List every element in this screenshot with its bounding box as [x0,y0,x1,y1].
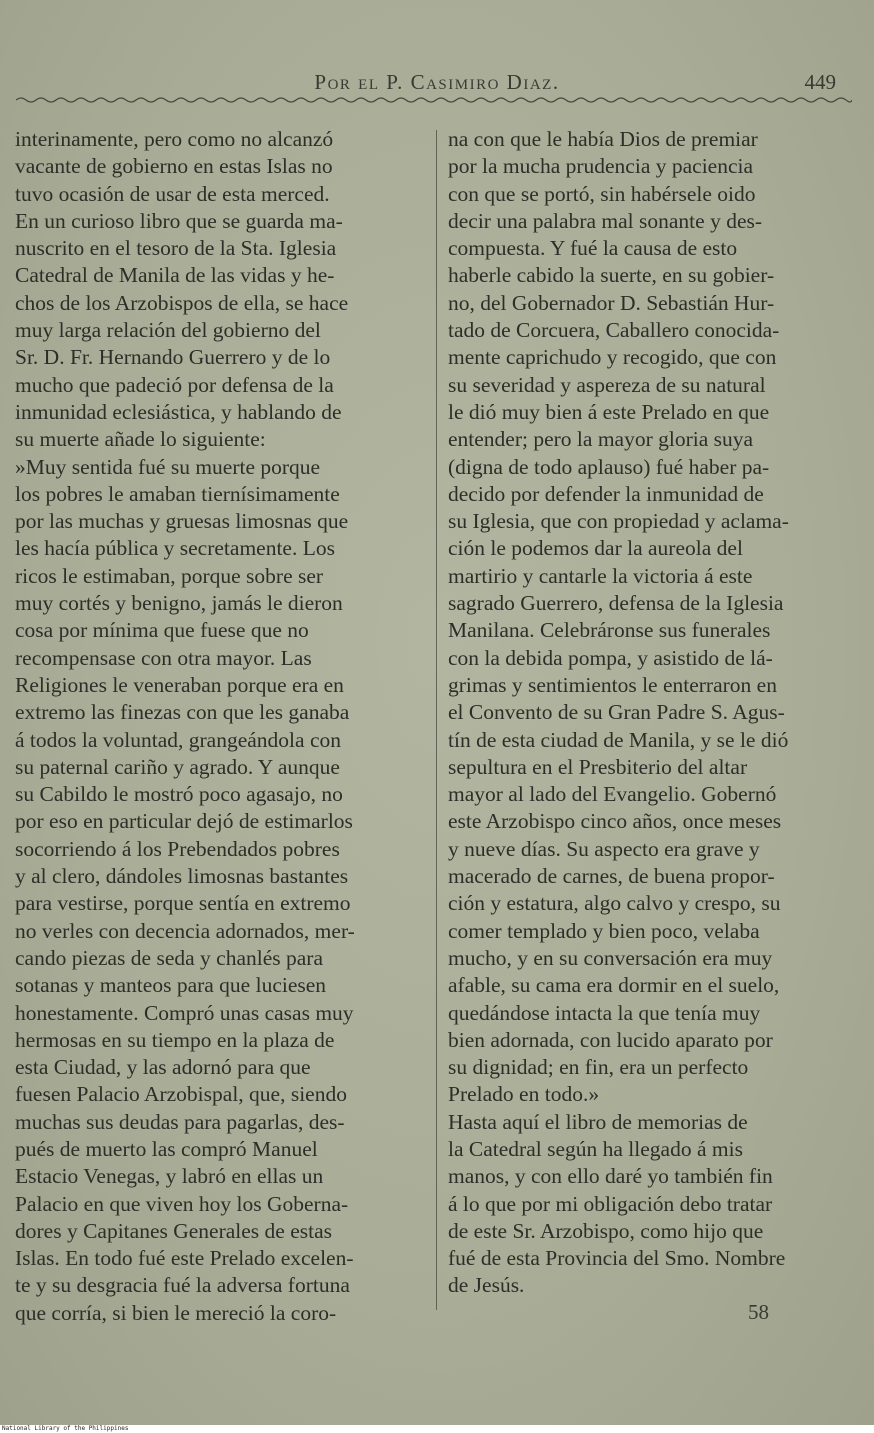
column-divider [436,130,437,1310]
text-line: »Muy sentida fué su muerte porque [15,454,321,479]
text-line: su muerte añade lo siguiente: [15,427,266,452]
text-line: grimas y sentimientos le enterraron en [448,672,777,697]
text-line: mucho, y en su conversación era muy [448,945,773,970]
text-line: mente caprichudo y recogido, que con [448,345,777,370]
text-line: los pobres le amaban tiernísimamente [15,481,340,506]
text-line: el Convento de su Gran Padre S. Agus- [448,700,785,725]
text-line: extremo las finezas con que les ganaba [15,700,350,725]
text-line: Catedral de Manila de las vidas y he- [15,263,335,288]
text-line: (digna de todo aplauso) fué haber pa- [448,454,770,479]
text-line: dores y Capitanes Generales de estas [15,1218,333,1243]
text-line: te y su desgracia fué la adversa fortuna [15,1273,350,1298]
footer [0,1425,874,1433]
text-line: macerado de carnes, de buena propor- [448,864,775,889]
text-line: En un curioso libro que se guarda ma- [15,208,343,233]
text-line: chos de los Arzobispos de ella, se hace [15,290,349,315]
text-line: Manilana. Celebráronse sus funerales [448,618,771,643]
text-line: ción y estatura, algo calvo y crespo, su [448,891,781,916]
text-line: tado de Corcuera, Caballero conocida- [448,318,780,343]
text-line: su Cabildo le mostró poco agasajo, no [15,782,343,807]
text-line: haberle cabido la suerte, en su gobier- [448,263,775,288]
text-line: por las muchas y gruesas limosnas que [15,509,349,534]
text-line: compuesta. Y fué la causa de esto [448,236,738,261]
text-line: de este Sr. Arzobispo, como hijo que [448,1218,764,1243]
text-line: le dió muy bien á este Prelado en que [448,399,770,424]
text-line: Hasta aquí el libro de memorias de [448,1109,748,1134]
text-line: sepultura en el Presbiterio del altar [448,754,748,779]
text-line: martirio y cantarle la victoria á este [448,563,753,588]
text-line: hermosas en su tiempo en la plaza de [15,1027,335,1052]
text-line: Islas. En todo fué este Prelado excelen- [15,1246,354,1271]
text-line: nuscrito en el tesoro de la Sta. Iglesia [15,236,337,261]
text-line: quedándose intacta la que tenía muy [448,1000,761,1025]
text-line: pués de muerto las compró Manuel [15,1136,318,1161]
text-line: fué de esta Provincia del Smo. Nombre [448,1246,786,1271]
text-line: con la debida pompa, y asistido de lá- [448,645,773,670]
text-line: por la mucha prudencia y paciencia [448,154,754,179]
text-line: ción le podemos dar la aureola del [448,536,743,561]
text-line: la Catedral según ha llegado á mis [448,1136,743,1161]
text-line: inmunidad eclesiástica, y hablando de [15,399,342,424]
text-line: á lo que por mi obligación debo tratar [448,1191,773,1216]
text-line: esta Ciudad, y las adornó para que [15,1055,311,1080]
text-line: Prelado en todo.» [448,1082,600,1107]
page-number: 449 [804,70,836,94]
text-line: que corría, si bien le mereció la coro- [15,1300,337,1325]
page-header [0,66,874,100]
text-line: fuesen Palacio Arzobispal, que, siendo [15,1082,347,1107]
text-line: muy larga relación del gobierno del [15,318,321,343]
text-line: su paternal cariño y agrado. Y aunque [15,754,340,779]
text-line: vacante de gobierno en estas Islas no [15,154,333,179]
ornamental-rule [16,96,852,104]
text-line: y nueve días. Su aspecto era grave y [448,836,760,861]
text-line: y al clero, dándoles limosnas bastantes [15,864,349,889]
text-line: comer templado y bien poco, velaba [448,918,760,943]
text-line: sagrado Guerrero, defensa de la Iglesia [448,591,784,616]
text-line: recompensase con otra mayor. Las [15,645,312,670]
text-line: Religiones le veneraban porque era en [15,672,344,697]
footer-credit: National Library of the Philippines [2,1425,129,1432]
text-line: ricos le estimaban, porque sobre ser [15,563,324,588]
running-head: Por el P. Casimiro Diaz. [314,70,560,94]
text-line: muy cortés y benigno, jamás le dieron [15,591,343,616]
text-line: con que se portó, sin habérsele oido [448,181,756,206]
text-line: no verles con decencia adornados, mer- [15,918,355,943]
text-line: afable, su cama era dormir en el suelo, [448,973,780,998]
signature-mark: 58 [748,1300,769,1324]
text-line: honestamente. Compró unas casas muy [15,1000,354,1025]
text-line: bien adornada, con lucido aparato por [448,1027,773,1052]
text-line: muchas sus deudas para pagarlas, des- [15,1109,345,1134]
text-line: cando piezas de seda y chanlés para [15,945,324,970]
text-line: tín de esta ciudad de Manila, y se le dió [448,727,789,752]
text-line: este Arzobispo cinco años, once meses [448,809,782,834]
text-line: á todos la voluntad, grangeándola con [15,727,341,752]
text-line: Palacio en que viven hoy los Goberna- [15,1191,349,1216]
text-line: na con que le había Dios de premiar [448,127,758,151]
text-line: mucho que padeció por defensa de la [15,372,334,397]
text-line: les hacía pública y secretamente. Los [15,536,335,561]
text-line: no, del Gobernador D. Sebastián Hur- [448,290,775,315]
text-line: su dignidad; en fin, era un perfecto [448,1055,749,1080]
text-line: su Iglesia, que con propiedad y aclama- [448,509,789,534]
text-line: Estacio Venegas, y labró en ellas un [15,1164,324,1189]
text-line: socorriendo á los Prebendados pobres [15,836,340,861]
text-line: entender; pero la mayor gloria suya [448,427,754,452]
text-line: decido por defender la inmunidad de [448,481,764,506]
text-line: interinamente, pero como no alcanzó [15,127,334,151]
text-line: su severidad y aspereza de su natural [448,372,766,397]
text-line: Sr. D. Fr. Hernando Guerrero y de lo [15,345,331,370]
right-text-column [448,126,856,1300]
text-line: manos, y con ello daré yo también fin [448,1164,773,1189]
text-line: mayor al lado del Evangelio. Gobernó [448,782,777,807]
text-line: decir una palabra mal sonante y des- [448,208,763,233]
text-line: cosa por mínima que fuese que no [15,618,309,643]
text-line: tuvo ocasión de usar de esta merced. [15,181,330,206]
left-text-column [15,126,425,1327]
text-line: de Jesús. [448,1273,525,1298]
text-line: sotanas y manteos para que luciesen [15,973,327,998]
text-line: para vestirse, porque sentía en extremo [15,891,351,916]
text-line: por eso en particular dejó de estimarlos [15,809,353,834]
